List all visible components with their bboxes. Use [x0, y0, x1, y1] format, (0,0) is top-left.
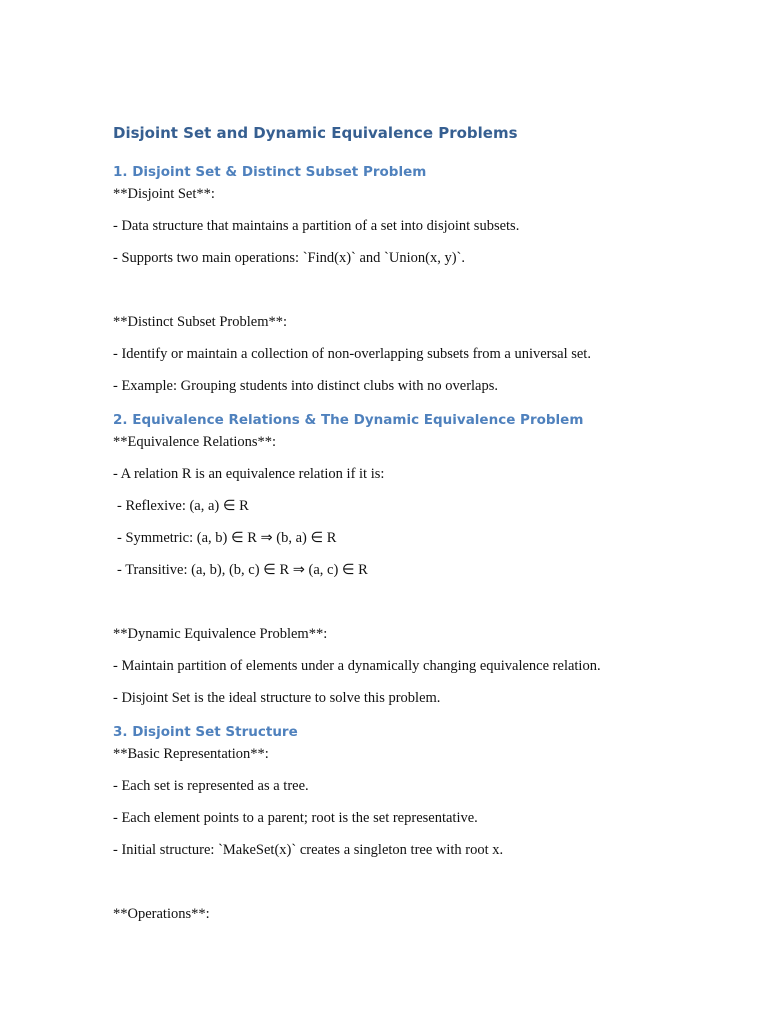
paragraph-line: **Dynamic Equivalence Problem**: — [113, 626, 328, 642]
paragraph-line: - Disjoint Set is the ideal structure to solve this problem. — [113, 690, 441, 706]
paragraph-line: - Reflexive: (a, a) ∈ R — [117, 498, 249, 514]
paragraph-line: - Data structure that maintains a partition of a set into disjoint subsets. — [113, 218, 520, 234]
paragraph-line: - Initial structure: `MakeSet(x)` creates a singleton tree with root x. — [113, 842, 504, 858]
paragraph-line: - Supports two main operations: `Find(x)` and `Union(x, y)`. — [113, 250, 465, 266]
paragraph-line: - Each set is represented as a tree. — [113, 778, 309, 794]
paragraph-line: **Equivalence Relations**: — [113, 434, 277, 450]
section-1-heading: 1. Disjoint Set & Distinct Subset Problem — [113, 164, 427, 180]
paragraph-line: - Each element points to a parent; root is the set representative. — [113, 810, 478, 826]
paragraph-line: - Transitive: (a, b), (b, c) ∈ R ⇒ (a, c) ∈ R — [117, 562, 368, 578]
document-title: Disjoint Set and Dynamic Equivalence Problems — [113, 124, 518, 142]
paragraph-line: **Disjoint Set**: — [113, 186, 215, 202]
paragraph-line: - Identify or maintain a collection of non-overlapping subsets from a universal set. — [113, 346, 591, 362]
section-2-heading: 2. Equivalence Relations & The Dynamic Equivalence Problem — [113, 412, 584, 428]
paragraph-line: - Maintain partition of elements under a dynamically changing equivalence relation. — [113, 658, 601, 674]
paragraph-line: **Distinct Subset Problem**: — [113, 314, 287, 330]
paragraph-line: - Example: Grouping students into distinct clubs with no overlaps. — [113, 378, 499, 394]
paragraph-line: - Symmetric: (a, b) ∈ R ⇒ (b, a) ∈ R — [117, 530, 337, 546]
paragraph-line: - A relation R is an equivalence relation if it is: — [113, 466, 385, 482]
paragraph-line: **Basic Representation**: — [113, 746, 269, 762]
paragraph-line: **Operations**: — [113, 906, 210, 922]
section-3-heading: 3. Disjoint Set Structure — [113, 724, 298, 740]
